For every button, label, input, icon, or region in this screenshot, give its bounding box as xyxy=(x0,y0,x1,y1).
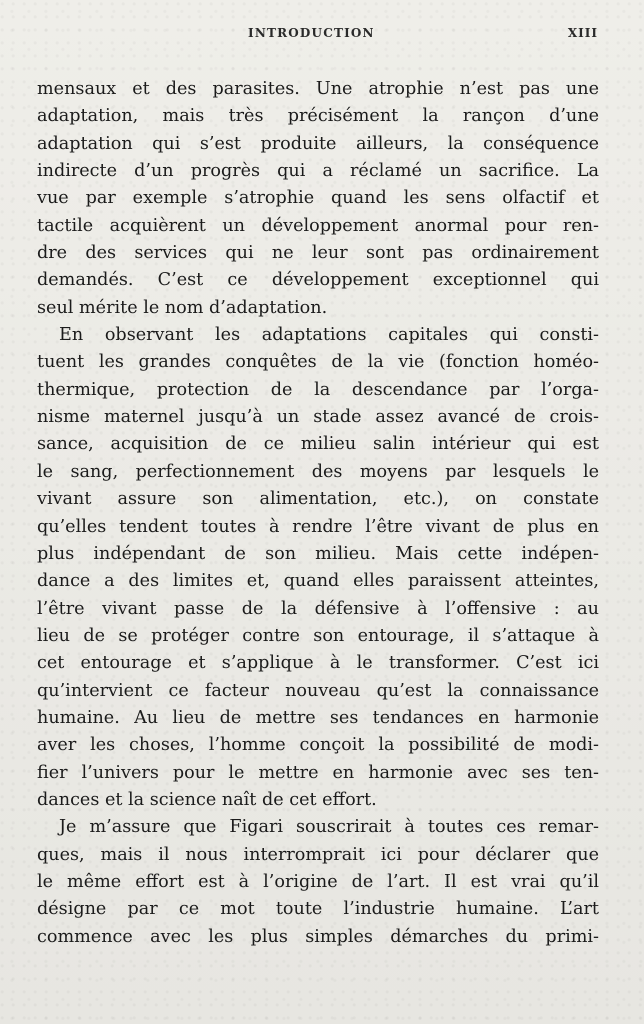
page-number: XIII xyxy=(567,26,598,40)
running-head xyxy=(0,26,644,46)
text-line: commence avec les plus simples démarches du primi- xyxy=(37,926,599,947)
text-line: thermique, protection de la descendance par l’orga- xyxy=(37,379,599,400)
paragraph-start-line: En observant les adaptations capitales qui consti- xyxy=(59,325,599,346)
paragraph-end-line: seul mérite le nom d’adaptation. xyxy=(37,297,328,318)
paragraph-start-line: Je m’assure que Figari souscrirait à toutes ces remar- xyxy=(59,817,599,838)
text-line: nisme maternel jusqu’à un stade assez avancé de crois- xyxy=(37,407,599,428)
text-line: le même effort est à l’origine de l’art. Il est vrai qu’il xyxy=(37,871,599,892)
text-line: qu’elles tendent toutes à rendre l’être vivant de plus en xyxy=(37,516,599,537)
text-line: dance a des limites et, quand elles paraissent atteintes, xyxy=(37,571,599,592)
text-line: le sang, perfectionnement des moyens par lesquels le xyxy=(37,461,599,482)
text-line: l’être vivant passe de la défensive à l’offensive : au xyxy=(37,598,599,619)
text-line: ques, mais il nous interromprait ici pour déclarer que xyxy=(37,844,599,865)
text-line: sance, acquisition de ce milieu salin intérieur qui est xyxy=(37,434,599,455)
text-line: mensaux et des parasites. Une atrophie n’est pas une xyxy=(37,79,599,99)
text-line: humaine. Au lieu de mettre ses tendances en harmonie xyxy=(37,707,599,728)
text-line: indirecte d’un progrès qui a réclamé un sacrifice. La xyxy=(37,161,599,182)
text-line: dre des services qui ne leur sont pas ordinairement xyxy=(37,243,599,264)
text-line: cet entourage et s’applique à le transformer. C’est ici xyxy=(37,653,599,674)
text-line: qu’intervient ce facteur nouveau qu’est la connaissance xyxy=(37,680,599,701)
text-line: plus indépendant de son milieu. Mais cette indépen- xyxy=(37,543,599,564)
text-line: lieu de se protéger contre son entourage, il s’attaque à xyxy=(37,625,599,646)
text-line: tuent les grandes conquêtes de la vie (fonction homéo- xyxy=(37,352,599,373)
text-line: fier l’univers pour le mettre en harmonie avec ses ten- xyxy=(37,762,599,783)
text-line: tactile acquièrent un développement anormal pour ren- xyxy=(37,215,599,236)
text-line: vivant assure son alimentation, etc.), on constate xyxy=(37,489,599,510)
text-line: désigne par ce mot toute l’industrie humaine. L’art xyxy=(37,899,599,920)
text-line: demandés. C’est ce développement exceptionnel qui xyxy=(37,270,599,291)
text-line: aver les choses, l’homme conçoit la possibilité de modi- xyxy=(37,735,599,756)
running-title: INTRODUCTION xyxy=(248,26,375,40)
text-line: adaptation qui s’est produite ailleurs, la conséquence xyxy=(37,133,599,154)
text-line: vue par exemple s’atrophie quand les sens olfactif et xyxy=(37,188,599,209)
text-line: adaptation, mais très précisément la rançon d’une xyxy=(37,106,599,127)
paragraph-end-line: dances et la science naît de cet effort. xyxy=(37,789,377,810)
body-text xyxy=(37,76,599,951)
